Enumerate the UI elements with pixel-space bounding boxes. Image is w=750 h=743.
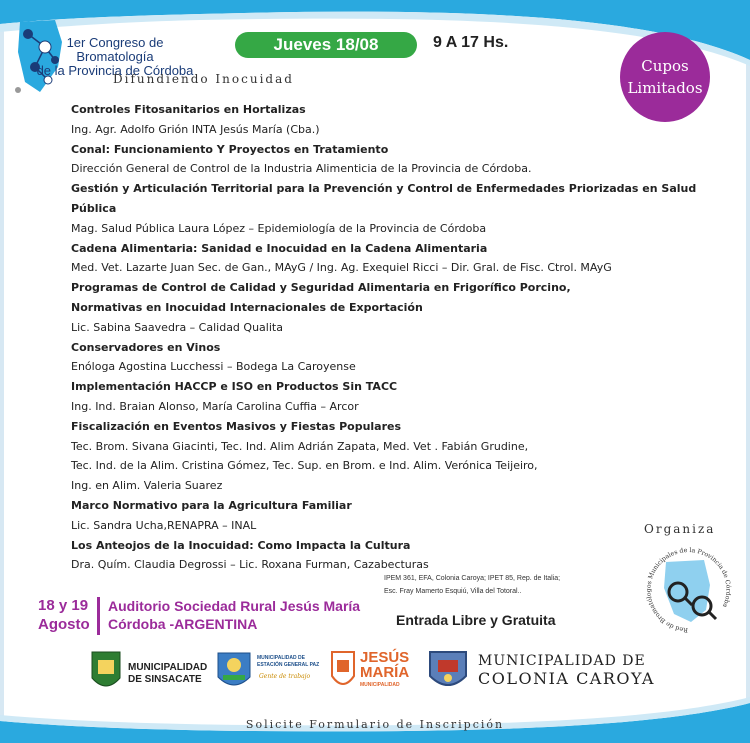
program-topic: Los Anteojos de la Inocuidad: Como Impacta la Cultura xyxy=(71,538,411,552)
badge-line2: Limitados xyxy=(627,79,703,97)
program-speaker: Ing. Agr. Adolfo Grión INTA Jesús María (Cba.) xyxy=(71,122,320,136)
sinsacate-crest-icon xyxy=(90,648,122,694)
schools-line1: IPEM 361, EFA, Colonia Caroya; IPET 85, Rep. de Italia; xyxy=(384,575,561,582)
program-speaker: Lic. Sabina Saavedra – Calidad Qualita xyxy=(71,320,283,334)
congress-title-line1: 1er Congreso de Bromatología xyxy=(66,35,164,64)
program-speaker: Tec. Ind. de la Alim. Cristina Gómez, Tec. Sup. en Brom. e Ind. Alim. Verónica Teijeiro, xyxy=(71,459,538,473)
program-topic: Marco Normativo para la Agricultura Familiar xyxy=(71,498,352,512)
organizer-ring-text: Red de Bromatólogos Municipales de la Provincia de Córdoba xyxy=(645,546,732,634)
program-topic: Gestión y Articulación Territorial para la Prevención y Control de Enfermedades Priorizadas en Salud xyxy=(71,182,697,196)
venue-place xyxy=(108,597,360,633)
venue-date xyxy=(38,596,90,634)
colonia-caroya-crest-icon xyxy=(428,648,468,694)
general-paz-line1: MUNICIPALIDAD DE xyxy=(257,655,305,661)
program-topic: Fiscalización en Eventos Masivos y Fiestas Populares xyxy=(71,419,402,433)
program-topic: Conal: Funcionamiento Y Proyectos en Tratamiento xyxy=(71,142,389,156)
program-speaker: Tec. Brom. Sivana Giacinti, Tec. Ind. Alim Adrián Zapata, Med. Vet . Fabián Grudine, xyxy=(71,439,529,453)
program-speaker: Lic. Sandra Ucha,RENAPRA – INAL xyxy=(71,518,257,532)
event-hours: 9 A 17 Hs. xyxy=(433,34,509,51)
program-list xyxy=(71,100,697,575)
venue-divider xyxy=(97,597,100,635)
general-paz-crest-icon xyxy=(215,647,253,693)
venue-month: Agosto xyxy=(38,616,90,633)
program-speaker: Dra. Quím. Claudia Degrossi – Lic. Roxana Furman, Cazabecturas xyxy=(71,558,429,572)
program-speaker: Ing. Ind. Braian Alonso, María Carolina Cuffia – Arcor xyxy=(71,399,359,413)
schools-line2: Esc. Fray Mamerto Esquiú, Villa del Totoral.. xyxy=(384,588,522,595)
jesus-maria-crest-icon xyxy=(330,648,356,692)
footer-registration-note: Solicite Formulario de Inscripción xyxy=(245,718,505,731)
venue-place-line2: Córdoba -ARGENTINA xyxy=(108,616,258,632)
sponsor-estacion-general-paz xyxy=(215,645,325,695)
tagline: Difundiendo Inocuidad xyxy=(113,72,294,86)
congress-title-line2: de la Provincia de Córdoba xyxy=(36,63,194,78)
colonia-caroya-line1: MUNICIPALIDAD DE xyxy=(478,653,646,669)
jesus-maria-line1: JESÚS xyxy=(360,649,410,666)
date-pill: Jueves 18/08 xyxy=(235,32,417,58)
program-speaker: Dirección General de Control de la Industria Alimenticia de la Provincia de Córdoba. xyxy=(71,162,532,176)
program-topic: Pública xyxy=(71,201,117,215)
sinsacate-line2: DE SINSACATE xyxy=(128,674,202,685)
program-topic: Conservadores en Vinos xyxy=(71,340,221,354)
general-paz-line2: ESTACIÓN GENERAL PAZ xyxy=(257,662,320,668)
sponsor-sinsacate xyxy=(90,648,208,694)
jesus-maria-line2: MARÍA xyxy=(360,664,410,681)
sponsor-colonia-caroya xyxy=(428,648,668,694)
colonia-caroya-line2: COLONIA CAROYA xyxy=(478,669,655,688)
venue-day: 18 y 19 xyxy=(38,597,89,614)
program-topic: Programas de Control de Calidad y Seguridad Alimentaria en Frigorífico Porcino, xyxy=(71,281,571,295)
program-speaker: Mag. Salud Pública Laura López – Epidemiología de la Provincia de Córdoba xyxy=(71,221,487,235)
program-topic: Normativas en Inocuidad Internacionales de Exportación xyxy=(71,300,423,314)
program-topic: Implementación HACCP e ISO en Productos Sin TACC xyxy=(71,380,398,394)
general-paz-slogan: Gente de trabajo xyxy=(259,673,311,680)
schools-note xyxy=(384,572,560,598)
program-topic: Cadena Alimentaria: Sanidad e Inocuidad en la Cadena Alimentaria xyxy=(71,241,488,255)
jesus-maria-line3: MUNICIPALIDAD xyxy=(360,682,400,688)
badge-line1: Cupos xyxy=(641,57,689,75)
venue-place-line1: Auditorio Sociedad Rural Jesús María xyxy=(108,598,361,614)
sponsor-jesus-maria xyxy=(330,648,410,694)
free-entry-note: Entrada Libre y Gratuita xyxy=(396,612,556,628)
organizer-logo xyxy=(636,540,741,640)
program-speaker: Ing. en Alim. Valeria Suarez xyxy=(71,479,223,493)
sinsacate-line1: MUNICIPALIDAD xyxy=(128,662,208,673)
program-topic: Controles Fitosanitarios en Hortalizas xyxy=(71,103,306,116)
organiza-label: Organiza xyxy=(644,522,716,536)
program-speaker: Enóloga Agostina Lucchessi – Bodega La Caroyense xyxy=(71,360,356,374)
program-speaker: Med. Vet. Lazarte Juan Sec. de Gan., MAyG / Ing. Ag. Exequiel Ricci – Dir. Gral. de Fisc. Ctrol. MAyG xyxy=(71,261,612,275)
